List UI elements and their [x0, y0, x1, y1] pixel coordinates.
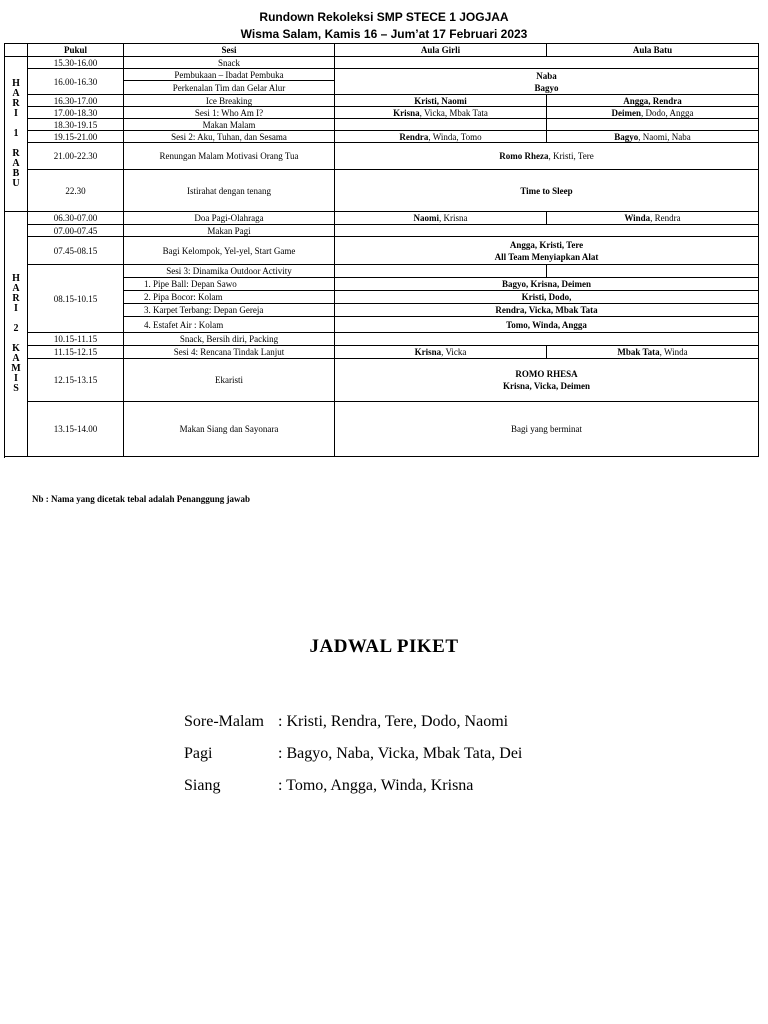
- time-cell: 22.30: [28, 170, 124, 212]
- table-row: [5, 95, 759, 107]
- footnote: Nb : Nama yang dicetak tebal adalah Penanggung jawab: [32, 494, 251, 504]
- sesi-cell: Sesi 3: Dinamika Outdoor Activity: [124, 265, 335, 278]
- header-day: [5, 44, 28, 57]
- table-row: [5, 119, 759, 131]
- sesi-cell: Renungan Malam Motivasi Orang Tua: [124, 143, 335, 170]
- time-cell: 19.15-21.00: [28, 131, 124, 143]
- pj-girli-cell: Krisna, Vicka: [335, 346, 547, 359]
- pj-girli-cell: [335, 119, 547, 131]
- time-cell: 07.00-07.45: [28, 225, 124, 237]
- time-cell: 10.15-11.15: [28, 333, 124, 346]
- table-row: [5, 212, 759, 225]
- header-pukul: Pukul: [28, 44, 124, 57]
- sesi-cell: Ice Breaking: [124, 95, 335, 107]
- table-row: [5, 69, 759, 81]
- time-cell: 12.15-13.15: [28, 359, 124, 402]
- pj-girli-cell: Kristi, Naomi: [335, 95, 547, 107]
- pj-batu-cell: Angga, Rendra: [547, 95, 759, 107]
- pj-girli-cell: Naomi, Krisna: [335, 212, 547, 225]
- piket-row: [184, 774, 522, 806]
- time-cell: 16.00-16.30: [28, 69, 124, 95]
- sesi-cell: Makan Siang dan Sayonara: [124, 402, 335, 457]
- sesi-cell: Snack: [124, 57, 335, 69]
- pj-batu-cell: Deimen, Dodo, Angga: [547, 107, 759, 119]
- time-cell: 21.00-22.30: [28, 143, 124, 170]
- piket-label: Sore-Malam: [184, 713, 264, 730]
- piket-row: [184, 742, 522, 774]
- time-cell: 07.45-08.15: [28, 237, 124, 265]
- sesi-cell: Makan Malam: [124, 119, 335, 131]
- sesi-cell: Perkenalan Tim dan Gelar Alur: [124, 81, 335, 95]
- sesi-cell: 2. Pipa Bocor: Kolam: [124, 291, 335, 304]
- table-row: [5, 333, 759, 346]
- pj-girli-cell: Rendra, Winda, Tomo: [335, 131, 547, 143]
- table-row: [5, 170, 759, 212]
- sesi-cell: Makan Pagi: [124, 225, 335, 237]
- pj-cell: [335, 225, 759, 237]
- table-row: [5, 359, 759, 402]
- pj-cell: Angga, Kristi, Tere All Team Menyiapkan Alat: [335, 237, 759, 265]
- pj-cell: Naba Bagyo: [335, 69, 759, 95]
- sesi-cell: 1. Pipe Ball: Depan Sawo: [124, 278, 335, 291]
- time-cell: 18.30-19.15: [28, 119, 124, 131]
- piket-value: : Bagyo, Naba, Vicka, Mbak Tata, Dei: [278, 745, 523, 762]
- table-header-row: [5, 44, 759, 57]
- table-row: [5, 131, 759, 143]
- table-row: [5, 225, 759, 237]
- pj-batu-cell: Bagyo, Naomi, Naba: [547, 131, 759, 143]
- sesi-cell: Snack, Bersih diri, Packing: [124, 333, 335, 346]
- day2-label: H A R I 2 K A M I S: [5, 212, 28, 457]
- pj-cell: Bagyo, Krisna, Deimen: [335, 278, 759, 291]
- header-aula-girli: Aula Girli: [335, 44, 547, 57]
- header-aula-batu: Aula Batu: [547, 44, 759, 57]
- rundown-table: [4, 43, 759, 457]
- pj-cell: Tomo, Winda, Angga: [335, 317, 759, 333]
- sesi-cell: Sesi 4: Rencana Tindak Lanjut: [124, 346, 335, 359]
- pj-batu-cell: [547, 265, 759, 278]
- pj-cell: Romo Rheza, Kristi, Tere: [335, 143, 759, 170]
- pj-cell: Time to Sleep: [335, 170, 759, 212]
- piket-row: [184, 710, 522, 742]
- pj-cell: ROMO RHESA Krisna, Vicka, Deimen: [335, 359, 759, 402]
- pj-girli-cell: [335, 265, 547, 278]
- table-row: [5, 143, 759, 170]
- sesi-cell: 4. Estafet Air : Kolam: [124, 317, 335, 333]
- table-row: [5, 57, 759, 69]
- sesi-cell: Doa Pagi-Olahraga: [124, 212, 335, 225]
- pj-batu-cell: [547, 119, 759, 131]
- sesi-cell: Sesi 1: Who Am I?: [124, 107, 335, 119]
- pj-cell: Bagi yang berminat: [335, 402, 759, 457]
- time-cell: 08.15-10.15: [28, 265, 124, 333]
- time-cell: 11.15-12.15: [28, 346, 124, 359]
- pj-batu-cell: Winda, Rendra: [547, 212, 759, 225]
- pj-cell: [335, 333, 759, 346]
- sesi-cell: Pembukaan – Ibadat Pembuka: [124, 69, 335, 81]
- pj-girli-cell: Krisna, Vicka, Mbak Tata: [335, 107, 547, 119]
- time-cell: 15.30-16.00: [28, 57, 124, 69]
- table-row: [5, 237, 759, 265]
- time-cell: 13.15-14.00: [28, 402, 124, 457]
- day1-label: H A R I 1 R A B U: [5, 57, 28, 212]
- time-cell: 16.30-17.00: [28, 95, 124, 107]
- pj-cell: Rendra, Vicka, Mbak Tata: [335, 304, 759, 317]
- sesi-cell: Istirahat dengan tenang: [124, 170, 335, 212]
- document-title: Rundown Rekoleksi SMP STECE 1 JOGJAA: [259, 10, 509, 24]
- table-row: [5, 265, 759, 278]
- table-row: [5, 107, 759, 119]
- sesi-cell: 3. Karpet Terbang: Depan Gereja: [124, 304, 335, 317]
- table-row: [5, 346, 759, 359]
- piket-value: : Kristi, Rendra, Tere, Dodo, Naomi: [278, 713, 509, 730]
- sesi-cell: Sesi 2: Aku, Tuhan, dan Sesama: [124, 131, 335, 143]
- header-sesi: Sesi: [124, 44, 335, 57]
- pj-cell: Kristi, Dodo,: [335, 291, 759, 304]
- piket-label: Siang: [184, 777, 221, 794]
- piket-title: JADWAL PIKET: [309, 636, 459, 657]
- table-row: [5, 402, 759, 457]
- sesi-cell: Ekaristi: [124, 359, 335, 402]
- time-cell: 06.30-07.00: [28, 212, 124, 225]
- piket-list: [184, 710, 522, 806]
- piket-value: : Tomo, Angga, Winda, Krisna: [278, 777, 474, 794]
- time-cell: 17.00-18.30: [28, 107, 124, 119]
- sesi-cell: Bagi Kelompok, Yel-yel, Start Game: [124, 237, 335, 265]
- pj-cell: [335, 57, 759, 69]
- document-subtitle: Wisma Salam, Kamis 16 – Jum’at 17 Februari 2023: [240, 27, 528, 41]
- piket-label: Pagi: [184, 745, 213, 762]
- pj-batu-cell: Mbak Tata, Winda: [547, 346, 759, 359]
